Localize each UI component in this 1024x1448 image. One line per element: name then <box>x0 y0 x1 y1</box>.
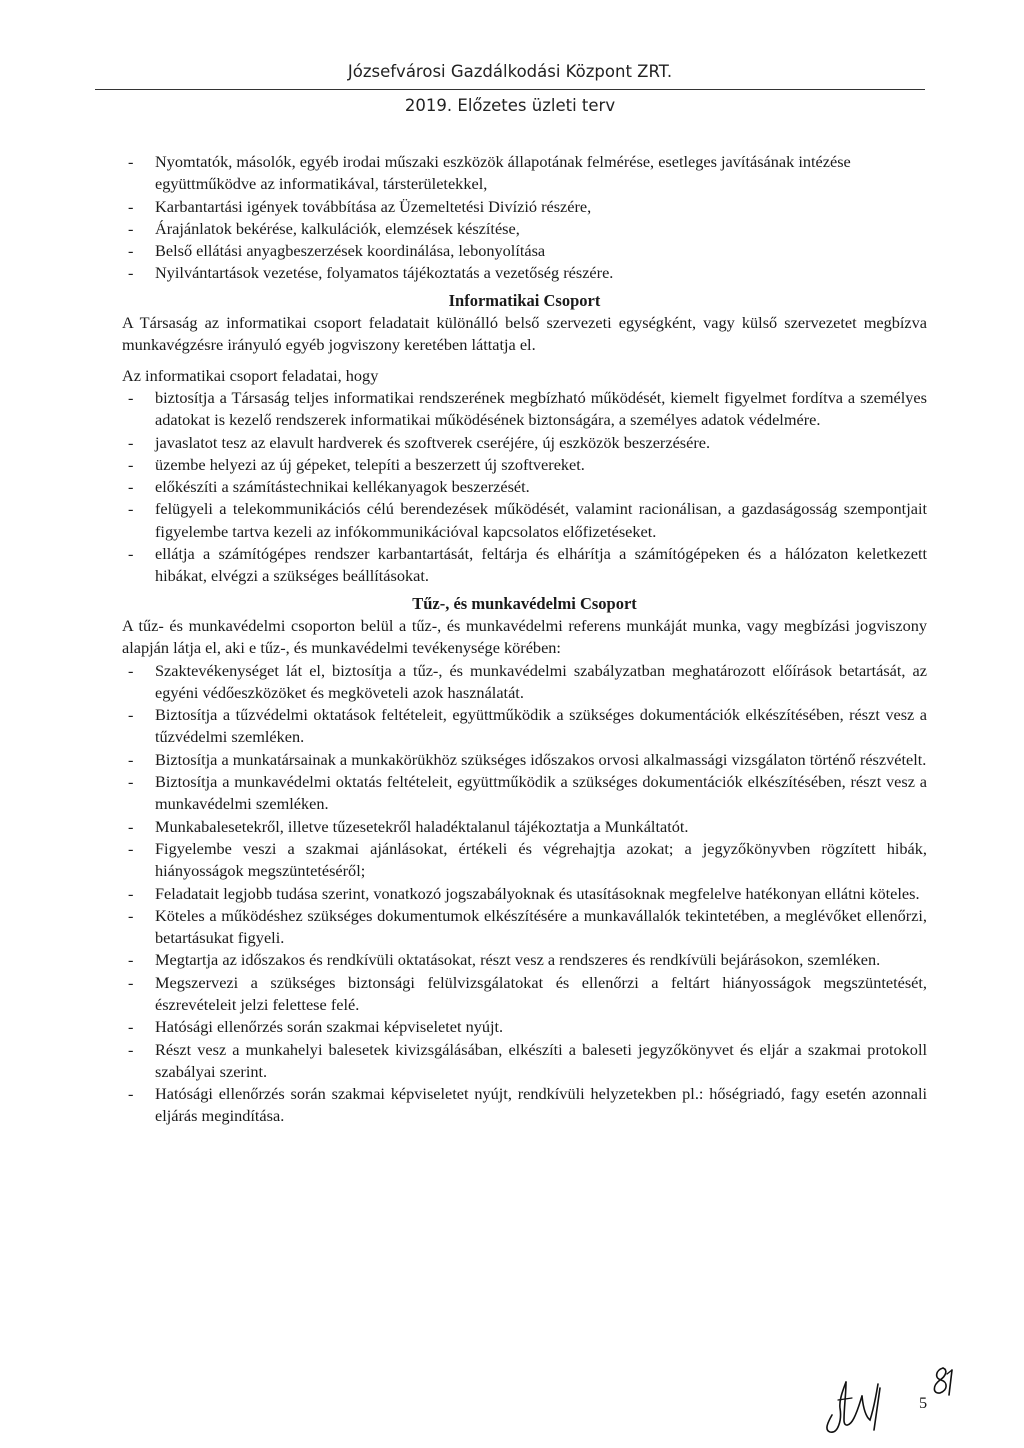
safety-task-item-text: Megtartja az időszakos és rendkívüli oktatásokat, részt vesz a rendszeres és rendkívüli bejárásokon, szemléken. <box>155 950 881 970</box>
it-task-item-text: üzembe helyezi az új gépeket, telepíti a beszerzett új szoftvereket. <box>155 454 585 474</box>
it-group-tasks-intro: Az informatikai csoport feladatai, hogy <box>122 365 379 385</box>
safety-task-item-text: Feladatait legjobb tudása szerint, vonatkozó jogszabályoknak és utasításoknak megfelelve hatékonyan ellátni köteles. <box>155 883 920 903</box>
list-dash: - <box>128 387 134 407</box>
it-task-item <box>122 387 927 432</box>
safety-task-item-text: Szaktevékenységet lát el, biztosítja a tűz-, és munkavédelmi szabályzatban meghatározott előírások betartását, az egyéni védőeszközöket és megköveteli azok használatát. <box>155 660 927 702</box>
safety-task-item-text: Biztosítja a tűzvédelmi oktatások feltételeit, együttműködik a szükséges dokumentációk elkészítésében, részt vesz a tűzvédelmi szemléken. <box>155 705 927 747</box>
list-dash: - <box>128 152 134 171</box>
intro-list-item-text: Belső ellátási anyagbeszerzések koordinálása, lebonyolítása <box>155 241 546 261</box>
it-group-paragraph: A Társaság az informatikai csoport feladatait különálló belső szervezeti egységként, vagy külső szervezetet megbízva munkavégzésre irányuló egyéb jogviszony keretében láttatja el. <box>122 313 927 355</box>
list-dash: - <box>128 1039 134 1059</box>
list-dash: - <box>128 263 134 283</box>
safety-task-item <box>122 838 927 883</box>
list-dash: - <box>128 241 134 261</box>
safety-task-item <box>122 704 927 749</box>
it-task-item-text: biztosítja a Társaság teljes informatikai rendszerének megbízható működését, kiemelt figyelmet fordítva a személyes adatokat is kezelő rendszerek informatikai működésének biztonságára, a személyes adatok védelmére. <box>155 387 927 430</box>
list-dash: - <box>128 883 134 903</box>
safety-task-item <box>122 905 927 950</box>
it-task-item-text: felügyeli a telekommunikációs célú berendezések működését, valamint racionálisan, a gazdaságosság szempontjait figyelembe tartva kezeli az infókommunikációval kapcsolatos előfizetéseket. <box>155 499 927 541</box>
header-rule <box>95 89 925 90</box>
list-dash: - <box>128 477 134 497</box>
it-task-item-text: ellátja a számítógépes rendszer karbantartását, feltárja és elhárítja a számítógépeken és a hálózaton keletkezett hibákat, elvégzi a szükséges beállításokat. <box>155 544 927 586</box>
list-dash: - <box>128 950 134 970</box>
safety-task-item <box>122 883 927 905</box>
safety-group-paragraph: A tűz- és munkavédelmi csoporton belül a tűz-, és munkavédelmi referens munkáját munka, vagy megbízási jogviszony alapján látja el, aki e tűz-, és munkavédelmi tevékenysége körében: <box>122 615 927 658</box>
list-dash: - <box>128 196 134 216</box>
it-task-list <box>122 387 927 588</box>
list-dash: - <box>128 454 134 474</box>
intro-list-item <box>122 196 927 218</box>
safety-task-item <box>122 660 927 705</box>
safety-task-list <box>122 660 927 1128</box>
safety-task-item-text: Hatósági ellenőrzés során szakmai képviseletet nyújt. <box>155 1017 504 1037</box>
list-dash: - <box>128 660 134 680</box>
body-content <box>122 151 927 1128</box>
safety-task-item-text: Biztosítja a munkatársainak a munkakörükhöz szükséges időszakos orvosi alkalmassági vizsgálaton történő részvételt. <box>155 749 927 769</box>
safety-task-item <box>122 1039 927 1084</box>
safety-task-item-text: Hatósági ellenőrzés során szakmai képviseletet nyújt, rendkívüli helyzetekben pl.: hőségriadó, fagy esetén azonnali eljárás megindítása. <box>155 1084 927 1126</box>
safety-task-item-text: Köteles a működéshez szükséges dokumentumok elkészítésére a munkavállalók tekintetében, a meglévőket ellenőrzi, betartásukat figyeli. <box>155 905 927 948</box>
it-task-item-text: előkészíti a számítástechnikai kellékanyagok beszerzését. <box>155 477 530 497</box>
list-dash: - <box>128 218 134 238</box>
safety-task-item <box>122 949 927 971</box>
list-dash: - <box>128 749 134 769</box>
safety-task-item-text: Figyelembe veszi a szakmai ajánlásokat, értékeli és végrehajtja azokat; a jegyzőkönyvben rögzített hibák, hiányosságok megszüntetéséről; <box>155 838 927 881</box>
list-dash: - <box>128 1017 134 1037</box>
list-dash: - <box>128 705 134 725</box>
safety-group-title: Tűz-, és munkavédelmi Csoport <box>412 593 637 613</box>
safety-task-item-text: Megszervezi a szükséges biztonsági felülvizsgálatokat és ellenőrzi a feltárt hiányosságok megszüntetését, észrevételeit jelzi felettese felé. <box>155 972 927 1014</box>
intro-list-item <box>122 151 927 196</box>
safety-task-item <box>122 972 927 1017</box>
safety-task-item <box>122 771 927 816</box>
intro-list-item-text: Nyilvántartások vezetése, folyamatos tájékoztatás a vezetőség részére. <box>155 263 614 283</box>
page-number: 5 <box>919 1393 928 1412</box>
list-dash: - <box>128 772 134 792</box>
intro-list-item-text: Árajánlatok bekérése, kalkulációk, elemzések készítése, <box>155 218 520 238</box>
list-dash: - <box>128 838 134 858</box>
intro-list-item <box>122 262 927 284</box>
list-dash: - <box>128 816 134 836</box>
list-dash: - <box>128 1084 134 1104</box>
intro-list <box>122 151 927 285</box>
safety-task-item <box>122 1016 927 1038</box>
it-group-title: Informatikai Csoport <box>448 290 601 310</box>
intro-list-item <box>122 240 927 262</box>
safety-task-item <box>122 1083 927 1128</box>
list-dash: - <box>128 905 134 925</box>
list-dash: - <box>128 544 134 564</box>
list-dash: - <box>128 499 134 519</box>
header-organization: Józsefvárosi Gazdálkodási Központ ZRT. <box>347 62 673 81</box>
intro-list-item <box>122 218 927 240</box>
it-task-item <box>122 543 927 588</box>
intro-list-item-text: Nyomtatók, másolók, egyéb irodai műszaki eszközök állapotának felmérése, esetleges javításának intézése együttműködve az informatikával, társterületekkel, <box>155 152 851 194</box>
handwritten-signature <box>810 1360 960 1435</box>
it-task-item-text: javaslatot tesz az elavult hardverek és szoftverek cseréjére, új eszközök beszerzésére. <box>155 432 711 452</box>
safety-task-item-text: Munkabalesetekről, illetve tűzesetekről haladéktalanul tájékoztatja a Munkáltatót. <box>155 816 689 836</box>
it-task-item <box>122 498 927 543</box>
it-task-item <box>122 476 927 498</box>
it-task-item <box>122 432 927 454</box>
it-task-item <box>122 454 927 476</box>
intro-list-item-text: Karbantartási igények továbbítása az Üzemeltetési Divízió részére, <box>155 196 592 216</box>
safety-task-item <box>122 816 927 838</box>
list-dash: - <box>128 972 134 992</box>
header-subtitle: 2019. Előzetes üzleti terv <box>404 96 616 115</box>
safety-task-item-text: Részt vesz a munkahelyi balesetek kivizsgálásában, elkészíti a baleseti jegyzőkönyvet és eljár a szakmai protokoll szabályai szerint. <box>155 1039 927 1081</box>
safety-task-item-text: Biztosítja a munkavédelmi oktatás feltételeit, együttműködik a szükséges dokumentációk elkészítésében, részt vesz a munkavédelmi szemléken. <box>155 772 927 814</box>
safety-task-item <box>122 749 927 771</box>
list-dash: - <box>128 432 134 452</box>
